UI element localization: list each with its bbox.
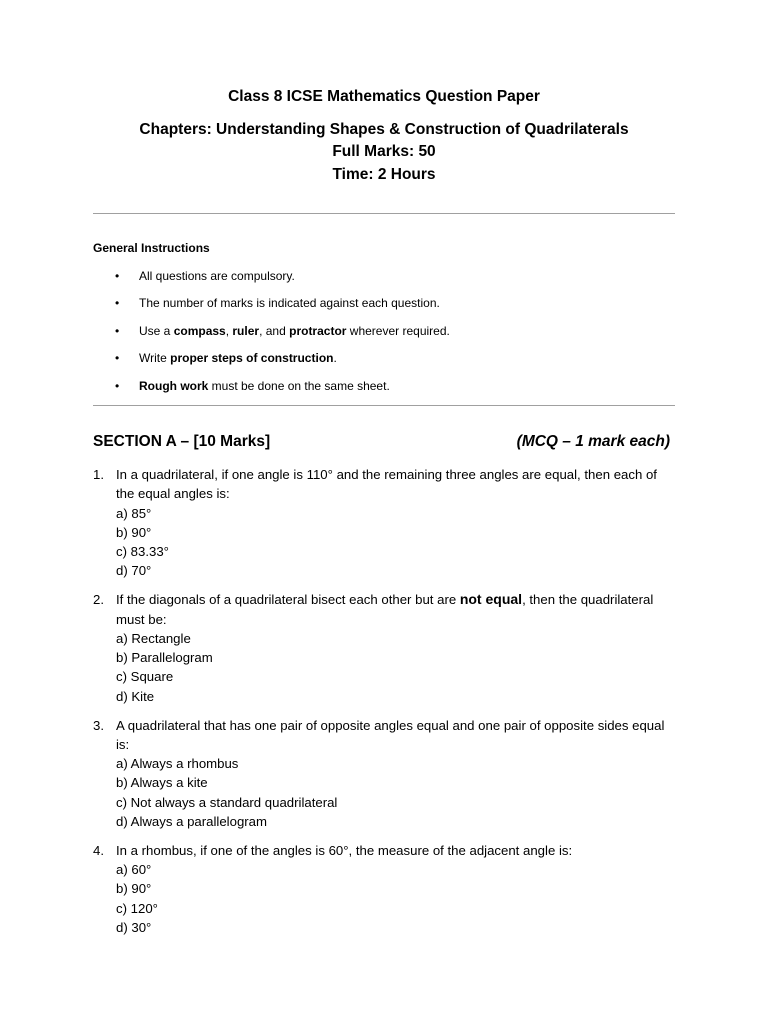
question-option: d) Kite: [116, 688, 155, 704]
text-run: If the diagonals of a quadrilateral bisect each other but are: [116, 592, 460, 608]
question-option: d) Always a parallelogram: [116, 814, 267, 830]
question-stem: [116, 465, 673, 504]
instruction-item: [93, 350, 653, 377]
question-stem: [116, 716, 673, 755]
instruction-item: [93, 268, 653, 295]
emphasis-text: ruler: [232, 323, 260, 338]
question-stem: [116, 590, 673, 629]
text-run: must be done on the same sheet.: [208, 378, 390, 393]
bullet-icon: •: [115, 378, 120, 393]
question-number: 1.: [93, 467, 104, 482]
question-item: [93, 465, 673, 581]
text-run: Use a: [139, 323, 174, 338]
question-option: d) 30°: [116, 920, 152, 936]
paper-chapters: Chapters: Understanding Shapes & Construction of Quadrilaterals: [139, 121, 629, 138]
text-run: In a rhombus, if one of the angles is 60°, the measure of the adjacent angle is:: [116, 842, 573, 858]
question-stem: [116, 841, 673, 860]
text-run: wherever required.: [346, 323, 450, 338]
paper-full-marks: Full Marks: 50: [332, 143, 436, 160]
emphasis-text: compass: [173, 323, 226, 338]
question-option: a) Always a rhombus: [116, 756, 239, 772]
emphasis-text: Rough work: [139, 378, 209, 393]
text-run: A quadrilateral that has one pair of opposite angles equal and one pair of opposite sides equal is:: [116, 717, 665, 752]
text-run: In a quadrilateral, if one angle is 110° and the remaining three angles are equal, then each of the equal angles is:: [116, 467, 657, 502]
bullet-icon: •: [115, 269, 120, 283]
emphasis-text: not equal: [459, 591, 523, 608]
section-a-note: (MCQ – 1 mark each): [516, 433, 670, 450]
text-run: The number of marks is indicated against each question.: [139, 296, 440, 311]
question-option: b) Parallelogram: [116, 650, 213, 666]
question-number: 3.: [93, 717, 104, 733]
instructions-heading: General Instructions: [93, 241, 210, 255]
text-run: Write: [139, 351, 171, 366]
divider-top: [93, 213, 675, 214]
text-run: , and: [259, 323, 290, 338]
question-option: a) 60°: [116, 862, 152, 878]
paper-title: Class 8 ICSE Mathematics Question Paper: [228, 88, 540, 105]
instruction-item: [93, 378, 653, 405]
paper-time: Time: 2 Hours: [332, 166, 436, 183]
question-option: c) Not always a standard quadrilateral: [116, 794, 338, 810]
question-option: a) Rectangle: [116, 630, 191, 646]
question-option: d) 70°: [116, 563, 152, 579]
text-run: , then the quadrilateral must be:: [116, 592, 654, 627]
instructions-list: [93, 268, 653, 405]
question-option: b) 90°: [116, 524, 152, 540]
question-option: a) 85°: [116, 505, 152, 521]
section-a-title: SECTION A – [10 Marks]: [93, 433, 271, 450]
text-run: .: [333, 351, 337, 366]
question-option: b) 90°: [116, 881, 152, 897]
text-run: All questions are compulsory.: [139, 269, 295, 283]
instruction-item: [93, 295, 653, 322]
question-list: [93, 465, 673, 947]
bullet-icon: •: [115, 351, 120, 366]
instruction-item: [93, 323, 653, 350]
bullet-icon: •: [115, 296, 120, 311]
question-option: c) 120°: [116, 900, 158, 916]
divider-bottom: [93, 405, 675, 406]
question-option: c) Square: [116, 669, 174, 685]
text-run: ,: [225, 323, 233, 338]
question-option: c) 83.33°: [116, 544, 169, 560]
question-option: b) Always a kite: [116, 775, 208, 791]
question-number: 4.: [93, 842, 104, 858]
emphasis-text: proper steps of construction: [170, 351, 334, 366]
question-number: 2.: [93, 592, 104, 608]
question-item: [93, 841, 673, 937]
section-a-heading: [93, 433, 670, 451]
bullet-icon: •: [115, 323, 120, 338]
question-item: [93, 716, 673, 832]
question-item: [93, 590, 673, 706]
emphasis-text: protractor: [289, 323, 347, 338]
